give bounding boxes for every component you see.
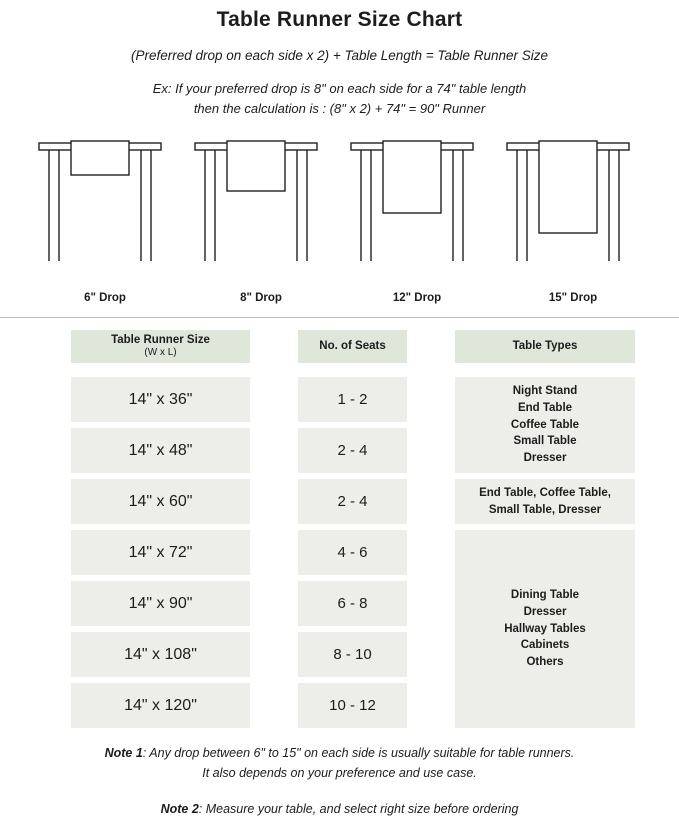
table-type-line: Others [526, 656, 564, 668]
formula-line: (Preferred drop on each side x 2) + Table Length = Table Runner Size [130, 48, 549, 63]
diagram-15-drop [493, 129, 653, 304]
table-type-line: Small Table [513, 435, 577, 448]
table-type-line: Dresser [523, 452, 567, 464]
table-row: 14" x 108" [71, 632, 250, 677]
seats-cell: 8 - 10 [298, 632, 407, 677]
diagram-row [0, 129, 679, 304]
note-2 [0, 799, 679, 819]
diagram-caption: 12" Drop [392, 292, 442, 305]
seats-cell: 2 - 4 [298, 479, 407, 524]
example-block [0, 79, 679, 119]
table-type-line: Dining Table [510, 589, 580, 602]
diagram-caption: 8" Drop [240, 292, 282, 305]
table-row: 14" x 120" [71, 683, 250, 728]
size-chart-page [0, 8, 679, 820]
table-types-group [455, 530, 635, 728]
table-row: 14" x 48" [71, 428, 250, 473]
table-illustration-icon [25, 129, 185, 279]
note-1-label: Note 1 [104, 746, 143, 760]
table-row: 14" x 60" [71, 479, 250, 524]
table-types-group [455, 479, 635, 524]
column-header-size [71, 330, 250, 363]
example-line-1: Ex: If your preferred drop is 8" on each side for a 74" table length [152, 81, 527, 96]
table-type-line: Cabinets [520, 639, 570, 652]
table-type-line: Dresser [523, 605, 567, 618]
column-header-size-sub: (W x L) [144, 347, 177, 359]
column-header-seats [298, 330, 407, 363]
seats-cell: 2 - 4 [298, 428, 407, 473]
note-1-line-2: It also depends on your preference and use case. [202, 766, 477, 780]
size-table [0, 330, 679, 720]
table-illustration-icon [181, 129, 341, 279]
table-row: 14" x 90" [71, 581, 250, 626]
diagram-caption: 15" Drop [548, 292, 598, 305]
table-illustration-icon [337, 129, 497, 279]
note-2-label: Note 2 [160, 802, 199, 816]
table-type-line: Hallway Tables [504, 622, 586, 635]
example-line-2: then the calculation is : (8" x 2) + 74" = 90" Runner [193, 101, 486, 117]
note-2-text: : Measure your table, and select right size before ordering [198, 802, 519, 816]
table-type-line: Night Stand [512, 385, 578, 398]
diagram-6-drop [25, 129, 185, 304]
seats-cell: 4 - 6 [298, 530, 407, 575]
table-type-line: End Table, Coffee Table, [479, 486, 611, 499]
note-1 [0, 743, 679, 783]
table-row: 14" x 36" [71, 377, 250, 422]
table-types-group [455, 377, 635, 473]
diagram-8-drop [181, 129, 341, 304]
table-row: 14" x 72" [71, 530, 250, 575]
diagram-caption: 6" Drop [84, 292, 126, 305]
table-type-line: Small Table, Dresser [488, 503, 602, 516]
page-title: Table Runner Size Chart [216, 8, 463, 31]
table-type-line: End Table [517, 401, 573, 414]
table-type-line: Coffee Table [510, 418, 580, 431]
seats-cell: 6 - 8 [298, 581, 407, 626]
column-header-size-label: Table Runner Size [111, 334, 210, 347]
column-header-seats-label: No. of Seats [319, 340, 386, 353]
note-1-text: : Any drop between 6" to 15" on each side is usually suitable for table runners. [142, 746, 575, 760]
seats-cell: 10 - 12 [298, 683, 407, 728]
seats-cell: 1 - 2 [298, 377, 407, 422]
column-header-types-label: Table Types [512, 340, 578, 353]
diagram-12-drop [337, 129, 497, 304]
table-illustration-icon [493, 129, 653, 279]
column-header-types [455, 330, 635, 363]
divider-top [0, 317, 679, 318]
